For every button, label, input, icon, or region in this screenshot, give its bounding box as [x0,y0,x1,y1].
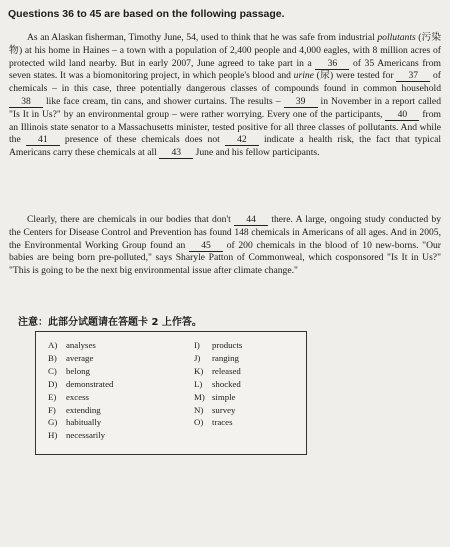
answer-blank-42[interactable]: 42 [225,135,259,146]
word-option [48,378,113,391]
option-word: simple [212,391,236,402]
answer-blank-40[interactable]: 40 [385,110,419,121]
answer-blank-44[interactable]: 44 [234,215,268,226]
passage-text: of 200 chemicals in the blood of 10 new-borns. "Our babies are being born pre-polluted," says Sharyle Patton of Commonweal, which cosponsored "Is It in Us?" "This is going to be the next big environmental issue after climate change." [9,239,441,277]
option-word: demonstrated [66,378,114,389]
passage-text: Clearly, there are chemicals in our bodies that don't [27,214,235,225]
option-word: necessarily [66,430,106,441]
option-letter: N) [194,404,204,415]
option-letter: K) [194,365,204,376]
answer-blank-41[interactable]: 41 [26,135,60,146]
word-option [48,416,113,429]
word-option [194,404,242,417]
option-letter: H) [48,430,58,441]
passage-text: pollutants [377,32,416,43]
answer-blank-43[interactable]: 43 [159,148,193,159]
passage-text: of 35 Americans from seven states. It was a biomonitoring project, in which people's blood and [9,57,441,82]
passage-text: from an Illinois state senator to a Massachusetts minister, tested positive for all three classes of pollutants. And while the [9,108,441,146]
passage-text: of chemicals – in this case, three potentially dangerous classes of compounds found in common household [9,70,441,95]
option-letter: I) [194,340,200,350]
passage-text: urine [293,70,314,82]
option-word: analyses [66,340,96,350]
option-word: ranging [212,352,239,363]
passage-text: like face cream, tin cans, and shower curtains. The results – [43,95,284,107]
option-word: products [212,340,243,350]
word-bank-box [35,331,307,455]
word-option [48,404,113,417]
option-letter: F) [48,404,56,415]
word-option [48,339,113,352]
option-letter: O) [194,417,204,428]
passage-text: in November in a report called "Is It in Us?" by an environmental group – were rather worrying. Every one of the participants, [9,95,441,120]
option-letter: B) [48,352,57,363]
option-word: average [66,352,94,363]
word-bank-column-left [48,339,113,442]
word-option [194,339,242,352]
option-letter: D) [48,378,58,389]
answer-blank-37[interactable]: 37 [396,71,430,82]
word-option [194,391,242,404]
option-letter: J) [194,352,201,363]
word-bank-column-right [194,339,242,429]
passage-text: June and his fellow participants. [193,147,320,159]
passage-text: (污染物) at his home in Haines – a town with a population of 2,400 people and 4,000 eagles, with 8 million acres of protected wild land nearby. But in early 2007, June agreed to take part in a [9,32,442,69]
option-letter: G) [48,417,58,428]
word-option [48,391,113,404]
option-word: released [212,365,241,376]
word-option [194,365,242,378]
option-word: habitually [66,417,102,428]
word-option [194,416,242,429]
option-word: traces [212,417,233,428]
passage-paragraph-2 [9,214,441,278]
answer-blank-36[interactable]: 36 [315,59,349,70]
option-word: belong [66,365,90,376]
word-option [48,365,113,378]
passage-text: there. A large, ongoing study conducted by the Centers for Disease Control and Prevention has found 148 chemicals in Americans of all ages. And in 2005, the Environmental Working Group found an [9,214,441,251]
word-option [194,352,242,365]
answer-blank-39[interactable]: 39 [284,97,318,108]
option-word: excess [66,391,89,402]
option-letter: C) [48,365,57,376]
option-letter: E) [48,391,57,402]
answer-blank-45[interactable]: 45 [189,241,223,252]
section-heading: Questions 36 to 45 are based on the following passage. [8,8,285,20]
word-option [48,352,113,365]
option-letter: M) [194,391,205,402]
passage-text: (尿) were tested for [313,70,397,82]
passage-text: indicate a health risk, the fact that typical Americans carry these chemicals at all [9,134,441,159]
option-word: shocked [212,378,241,389]
option-letter: A) [48,340,58,350]
answer-blank-38[interactable]: 38 [9,97,43,108]
passage-text: presence of these chemicals does not [59,134,225,146]
passage-paragraph-1 [9,32,441,160]
word-option [48,429,113,442]
option-word: survey [212,404,236,415]
answer-sheet-note: 注意：此部分试题请在答题卡 2 上作答。 [18,317,202,328]
option-letter: L) [194,378,203,389]
passage-text: As an Alaskan fisherman, Timothy June, 54, used to think that he was safe from industrial [27,32,378,43]
option-word: extending [66,404,101,415]
word-option [194,378,242,391]
